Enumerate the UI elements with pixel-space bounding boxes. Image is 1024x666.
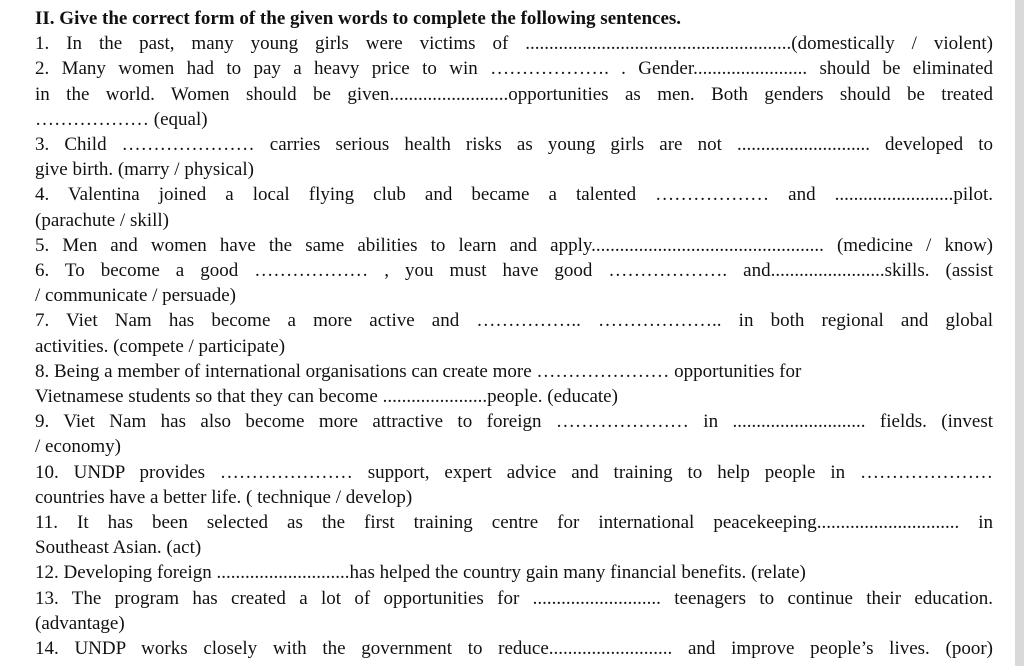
exercise-5 (35, 233, 993, 258)
exercise-13 (35, 586, 993, 636)
section-heading: II. Give the correct form of the given words to complete the following sentences. (35, 8, 682, 29)
exercise-line: 2. Many women had to pay a heavy price to win ………………. . Gender........................ should be eliminated (35, 58, 993, 80)
exercise-line: 1. In the past, many young girls were victims of ........................................................(domestically / violent) (35, 33, 993, 55)
exercise-line: 4. Valentina joined a local flying club and became a talented ……………… and .........................pilot. (35, 184, 993, 206)
exercise-9 (35, 409, 993, 459)
exercise-14 (35, 636, 993, 661)
exercise-line: 5. Men and women have the same abilities to learn and apply................................................. (medicine / know) (35, 234, 993, 256)
exercise-line: 9. Viet Nam has also become more attractive to foreign ………………… in ............................ fields. (invest (35, 411, 993, 433)
exercise-line: / communicate / persuade) (35, 285, 237, 307)
exercise-line: in the world. Women should be given.........................opportunities as men. Both genders should be treated (35, 83, 993, 105)
exercise-line: (advantage) (35, 612, 125, 634)
exercise-line: 10. UNDP provides ………………… support, expert advice and training to help people in ………………… (35, 461, 993, 483)
exercise-line: countries have a better life. ( technique / develop) (35, 486, 413, 508)
exercise-7 (35, 308, 993, 358)
exercise-line: 6. To become a good ……………… , you must have good ………………. and........................skills. (assist (35, 260, 993, 282)
exercise-line: 8. Being a member of international organisations can create more ………………… opportunities for (35, 360, 802, 382)
exercise-11 (35, 510, 993, 560)
exercise-line: 7. Viet Nam has become a more active and …………….. ……………….. in both regional and global (35, 310, 993, 332)
exercise-line: Vietnamese students so that they can become ......................people. (educate) (35, 386, 618, 408)
exercise-line: (parachute / skill) (35, 209, 170, 231)
exercise-8 (35, 359, 993, 409)
exercise-1 (35, 31, 993, 56)
exercise-line: 11. It has been selected as the first training centre for international peacekeeping.............................. in (35, 512, 993, 534)
exercise-line: 14. UNDP works closely with the government to reduce.......................... and improve people’s lives. (poor) (35, 638, 993, 660)
exercise-line: 13. The program has created a lot of opportunities for ........................... teenagers to continue their education. (35, 587, 993, 609)
exercise-line: / economy) (35, 436, 122, 458)
exercise-line: ……………… (equal) (35, 108, 208, 130)
exercise-10 (35, 460, 993, 510)
exercise-12 (35, 560, 993, 585)
exercise-4 (35, 182, 993, 232)
exercise-line: give birth. (marry / physical) (35, 159, 254, 181)
exercise-line: 3. Child ………………… carries serious health risks as young girls are not ............................ developed to (35, 134, 993, 156)
exercise-2 (35, 56, 993, 132)
exercise-line: Southeast Asian. (act) (35, 537, 202, 559)
exercise-6 (35, 258, 993, 308)
exercise-line: 12. Developing foreign ............................has helped the country gain many financial benefits. (relate) (35, 562, 806, 584)
exercise-3 (35, 132, 993, 182)
exercise-line: activities. (compete / participate) (35, 335, 286, 357)
exercise-content (35, 6, 993, 661)
